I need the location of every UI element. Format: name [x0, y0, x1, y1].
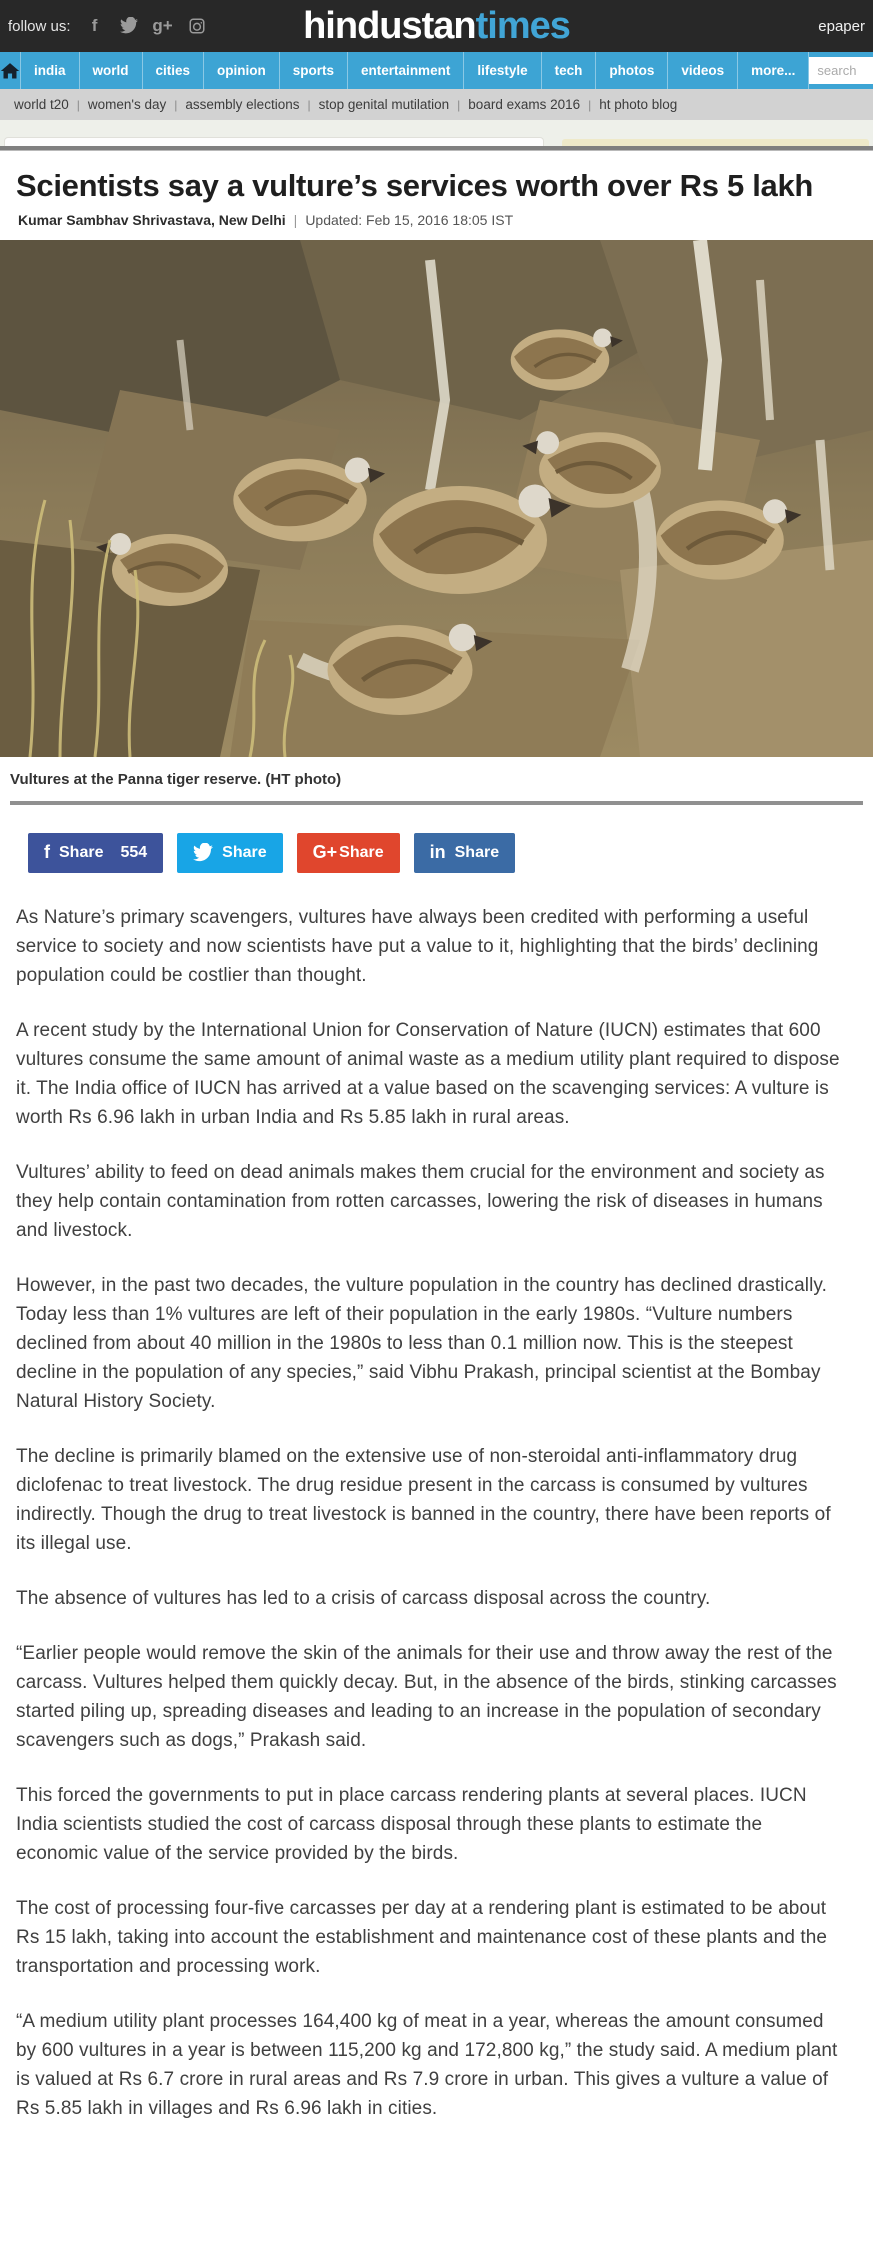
twitter-share-label: Share [222, 843, 267, 861]
article-paragraph: “A medium utility plant processes 164,400 kg of meat in a year, whereas the amount consumed by 600 vultures in a year is between 115,200 kg and 172,800 kg,” the study said. A medium plant is valued at Rs 6.7 crore in rural areas and Rs 7.9 crore in urban. This gives a vulture a value of Rs 5.85 lakh in villages and Rs 6.96 lakh in cities. [16, 2010, 838, 2119]
nav-item-lifestyle[interactable]: lifestyle [464, 52, 541, 89]
article-paragraph: The cost of processing four-five carcasses per day at a rendering plant is estimated to be about Rs 15 lakh, taking into account the establishment and maintenance cost of these plants and the transportation and processing work. [16, 1897, 828, 1977]
ad-strip [0, 120, 873, 146]
top-bar [0, 0, 873, 52]
article-headline: Scientists say a vulture’s services worth over Rs 5 lakh [16, 168, 814, 203]
article-paragraph: The decline is primarily blamed on the extensive use of non-steroidal anti-inflammatory drug diclofenac to treat livestock. The drug residue present in the carcass is consumed by vultures indirectly. Though the drug to treat livestock is banned in the country, there have been reports of its illegal use. [16, 1445, 831, 1554]
article-photo [0, 240, 873, 757]
updated-timestamp: Updated: Feb 15, 2016 18:05 IST [305, 211, 514, 228]
article-paragraph: This forced the governments to put in place carcass rendering plants at several places. IUCN India scientists studied the cost of carcass disposal through these plants to estimate the economic value of the service provided by the birds. [16, 1784, 807, 1864]
linkedin-icon: in [429, 842, 446, 863]
facebook-share-button[interactable] [28, 833, 163, 873]
article-body [0, 883, 873, 2155]
nav-item-entertainment[interactable]: entertainment [348, 52, 464, 89]
logo-part-hindustan: hindustan [303, 4, 476, 47]
twitter-icon [193, 843, 213, 863]
linkedin-share-label: Share [454, 843, 500, 861]
epaper-link[interactable]: epaper [818, 17, 865, 35]
nav-item-india[interactable]: india [21, 52, 80, 89]
article-paragraph: As Nature’s primary scavengers, vultures have always been credited with performing a useful service to society and now scientists have put a value to it, highlighting that the birds’ declining population could be costlier than thought. [16, 906, 819, 986]
subnav-item-stop-genital-mutilation[interactable]: stop genital mutilation [318, 97, 450, 112]
separator: | [307, 97, 311, 112]
search-area [809, 52, 873, 89]
follow-us-group [8, 16, 207, 36]
article-paragraph: A recent study by the International Union for Conservation of Nature (IUCN) estimates that 600 vultures consume the same amount of animal waste as a medium utility plant required to dispose it. The India office of IUCN has arrived at a value based on the scavenging services: A vulture is worth Rs 6.96 lakh in urban India and Rs 5.85 lakh in rural areas. [16, 1019, 840, 1128]
separator: | [588, 97, 592, 112]
separator: | [293, 211, 298, 228]
article-paragraph: However, in the past two decades, the vulture population in the country has declined drastically. Today less than 1% vultures are left of their population in the early 1980s. “Vulture numbers declined from about 40 million in the 1980s to less than 0.1 million now. This is the steepest decline in the population of any species,” said Vibhu Prakash, principal scientist at the Bombay Natural History Society. [16, 1274, 827, 1412]
nav-item-opinion[interactable]: opinion [204, 52, 280, 89]
share-buttons [0, 805, 873, 883]
instagram-icon[interactable] [187, 16, 207, 36]
facebook-share-label: Share [59, 843, 104, 861]
twitter-icon[interactable] [119, 16, 139, 36]
article [0, 150, 873, 2155]
nav-item-more[interactable]: more... [738, 52, 809, 89]
ad-placeholder-right [562, 139, 869, 146]
article-paragraph: The absence of vultures has led to a crisis of carcass disposal across the country. [16, 1587, 711, 1609]
logo-part-times: times [475, 4, 570, 47]
subnav-item-womens-day[interactable]: women's day [87, 97, 167, 112]
subnav-item-ht-photo-blog[interactable]: ht photo blog [599, 97, 678, 112]
subnav-item-world-t20[interactable]: world t20 [14, 97, 69, 112]
byline [0, 210, 873, 240]
home-icon[interactable] [0, 52, 21, 89]
nav-item-videos[interactable]: videos [668, 52, 738, 89]
nav-item-photos[interactable]: photos [596, 52, 668, 89]
search-input[interactable] [809, 57, 873, 84]
google-plus-icon: G+ [312, 842, 338, 863]
ad-placeholder-left [4, 137, 544, 146]
separator: | [457, 97, 461, 112]
trending-topics-bar [0, 89, 873, 120]
nav-item-tech[interactable]: tech [542, 52, 597, 89]
facebook-share-count: 554 [120, 843, 148, 861]
twitter-share-button[interactable] [177, 833, 282, 873]
separator: | [174, 97, 178, 112]
author-name: Kumar Sambhav Shrivastava, New Delhi [18, 211, 286, 228]
hindustan-times-logo[interactable] [303, 5, 570, 48]
linkedin-share-button[interactable] [414, 833, 515, 873]
follow-us-label: follow us: [8, 17, 71, 35]
google-plus-share-label: Share [339, 843, 384, 861]
main-navigation [0, 52, 873, 89]
article-paragraph: “Earlier people would remove the skin of the animals for their use and throw away the rest of the carcass. Vultures helped them quickly decay. But, in the absence of the birds, stinking carcasses started piling up, spreading diseases and leading to an increase in the population of secondary scavengers such as dogs,” Prakash said. [16, 1642, 837, 1751]
subnav-item-board-exams-2016[interactable]: board exams 2016 [468, 97, 581, 112]
separator: | [76, 97, 80, 112]
article-paragraph: Vultures’ ability to feed on dead animals makes them crucial for the environment and society as they help contain contamination from rotten carcasses, lowering the risk of diseases in humans and livestock. [16, 1161, 825, 1241]
photo-caption: Vultures at the Panna tiger reserve. (HT photo) [10, 770, 342, 788]
nav-item-sports[interactable]: sports [280, 52, 348, 89]
google-plus-icon[interactable]: g+ [152, 16, 173, 35]
facebook-icon[interactable]: f [91, 16, 98, 35]
subnav-item-assembly-elections[interactable]: assembly elections [185, 97, 300, 112]
nav-item-cities[interactable]: cities [143, 52, 205, 89]
facebook-icon: f [44, 842, 50, 863]
nav-item-world[interactable]: world [80, 52, 143, 89]
google-plus-share-button[interactable] [297, 833, 400, 873]
